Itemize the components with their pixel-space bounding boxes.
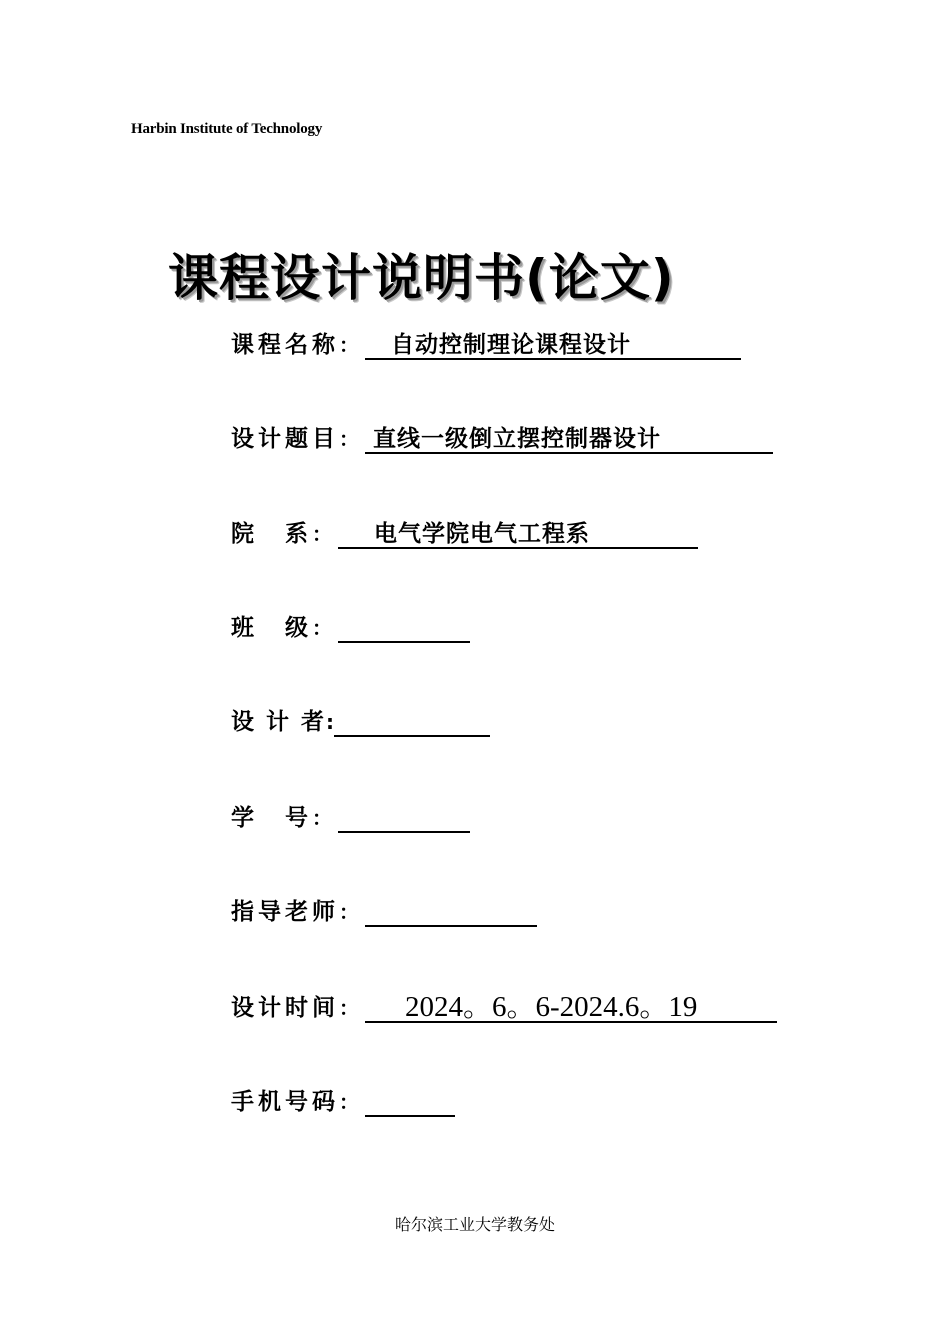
advisor-value	[365, 897, 537, 927]
design-time-value: 2024。6。6-2024.6。19	[365, 993, 777, 1023]
institution-header: Harbin Institute of Technology	[131, 121, 323, 137]
course-name-value: 自动控制理论课程设计	[365, 330, 741, 360]
design-topic-value: 直线一级倒立摆控制器设计	[365, 424, 773, 454]
design-time-colon: ：	[339, 996, 359, 1020]
design-topic-colon: ：	[339, 427, 359, 451]
advisor-label: 指导老师	[231, 899, 339, 925]
advisor-row	[231, 891, 537, 927]
student-id-label: 学 号	[231, 805, 312, 831]
class-value	[338, 613, 470, 643]
department-value: 电气学院电气工程系	[338, 519, 698, 549]
advisor-colon: ：	[339, 900, 359, 924]
department-row	[231, 513, 698, 549]
designer-value	[334, 707, 490, 737]
course-name-label: 课程名称	[231, 332, 339, 358]
student-id-value	[338, 803, 470, 833]
design-time-label: 设计时间	[231, 995, 339, 1021]
class-label: 班 级	[231, 615, 312, 641]
course-name-colon: ：	[339, 333, 359, 357]
design-topic-row	[231, 418, 773, 454]
class-row	[231, 607, 470, 643]
department-colon: ：	[312, 522, 332, 546]
designer-label: 设 计 者	[231, 709, 327, 735]
department-label: 院 系	[231, 521, 312, 547]
academic-affairs-footer: 哈尔滨工业大学教务处	[394, 1215, 555, 1234]
designer-colon: :	[326, 710, 335, 734]
student-id-colon: ：	[312, 806, 332, 830]
design-topic-label: 设计题目	[231, 426, 339, 452]
designer-row	[231, 701, 490, 737]
student-id-row	[231, 797, 470, 833]
class-colon: ：	[312, 616, 332, 640]
phone-colon: ：	[339, 1090, 359, 1114]
document-title: 课程设计说明书(论文)	[168, 249, 675, 307]
phone-label: 手机号码	[231, 1089, 339, 1115]
phone-row	[231, 1081, 455, 1117]
design-time-row	[231, 987, 777, 1023]
course-name-row	[231, 324, 741, 360]
phone-value	[365, 1087, 455, 1117]
